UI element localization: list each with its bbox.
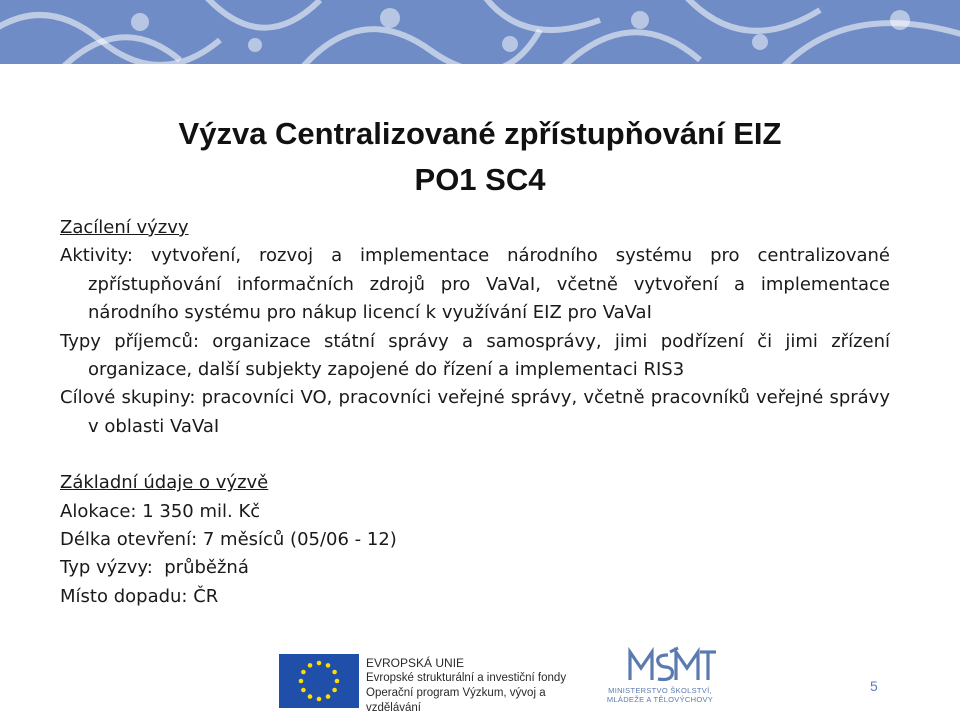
content-body <box>60 214 890 611</box>
delka-otevreni-text: Délka otevření: 7 měsíců (05/06 - 12) <box>60 529 397 551</box>
eu-line-1: EVROPSKÁ UNIE <box>366 656 465 670</box>
section-heading-zakladni: Základní údaje o výzvě <box>60 472 269 494</box>
eu-funding-text <box>366 656 596 716</box>
eu-line-3: Operační program Výzkum, vývoj a vzdělávání <box>366 687 546 714</box>
typ-vyzvy-text: Typ výzvy: průběžná <box>60 557 249 579</box>
eu-flag-icon <box>279 654 359 708</box>
eu-line-2: Evropské strukturální a investiční fondy <box>366 672 567 684</box>
msmt-line-2: MLÁDEŽE A TĚLOVÝCHOVY <box>606 695 714 704</box>
cilove-skupiny-text: Cílové skupiny: pracovníci VO, pracovníci veřejné správy, včetně pracovníků veřejné správy v oblasti VaVaI <box>60 387 890 437</box>
prijemci-text: Typy příjemců: organizace státní správy a samosprávy, jimi podřízení či jimi zřízení organizace, další subjekty zapojené do řízení a implementaci RIS3 <box>60 330 890 381</box>
footer-logos <box>0 636 960 717</box>
alokace-text: Alokace: 1 350 mil. Kč <box>60 500 261 522</box>
aktivity-text: Aktivity: vytvoření, rozvoj a implementace národního systému pro centralizované zpřístupňování informačních zdrojů pro VaVaI, včetně vytvoření a implementace národního systému pro nákup licencí k využívání EIZ pro VaVaI <box>60 245 890 324</box>
msmt-text <box>600 686 720 704</box>
banner-pattern <box>0 0 960 64</box>
misto-dopadu-text: Místo dopadu: ČR <box>60 585 219 607</box>
page-number: 5 <box>870 678 878 694</box>
top-banner <box>0 0 960 64</box>
page-subtitle: PO1 SC4 <box>414 162 546 197</box>
msmt-line-1: MINISTERSTVO ŠKOLSTVÍ, <box>608 686 712 695</box>
page-title: Výzva Centralizované zpřístupňování EIZ <box>178 116 782 151</box>
section-heading-zacileni: Zacílení výzvy <box>60 217 189 238</box>
